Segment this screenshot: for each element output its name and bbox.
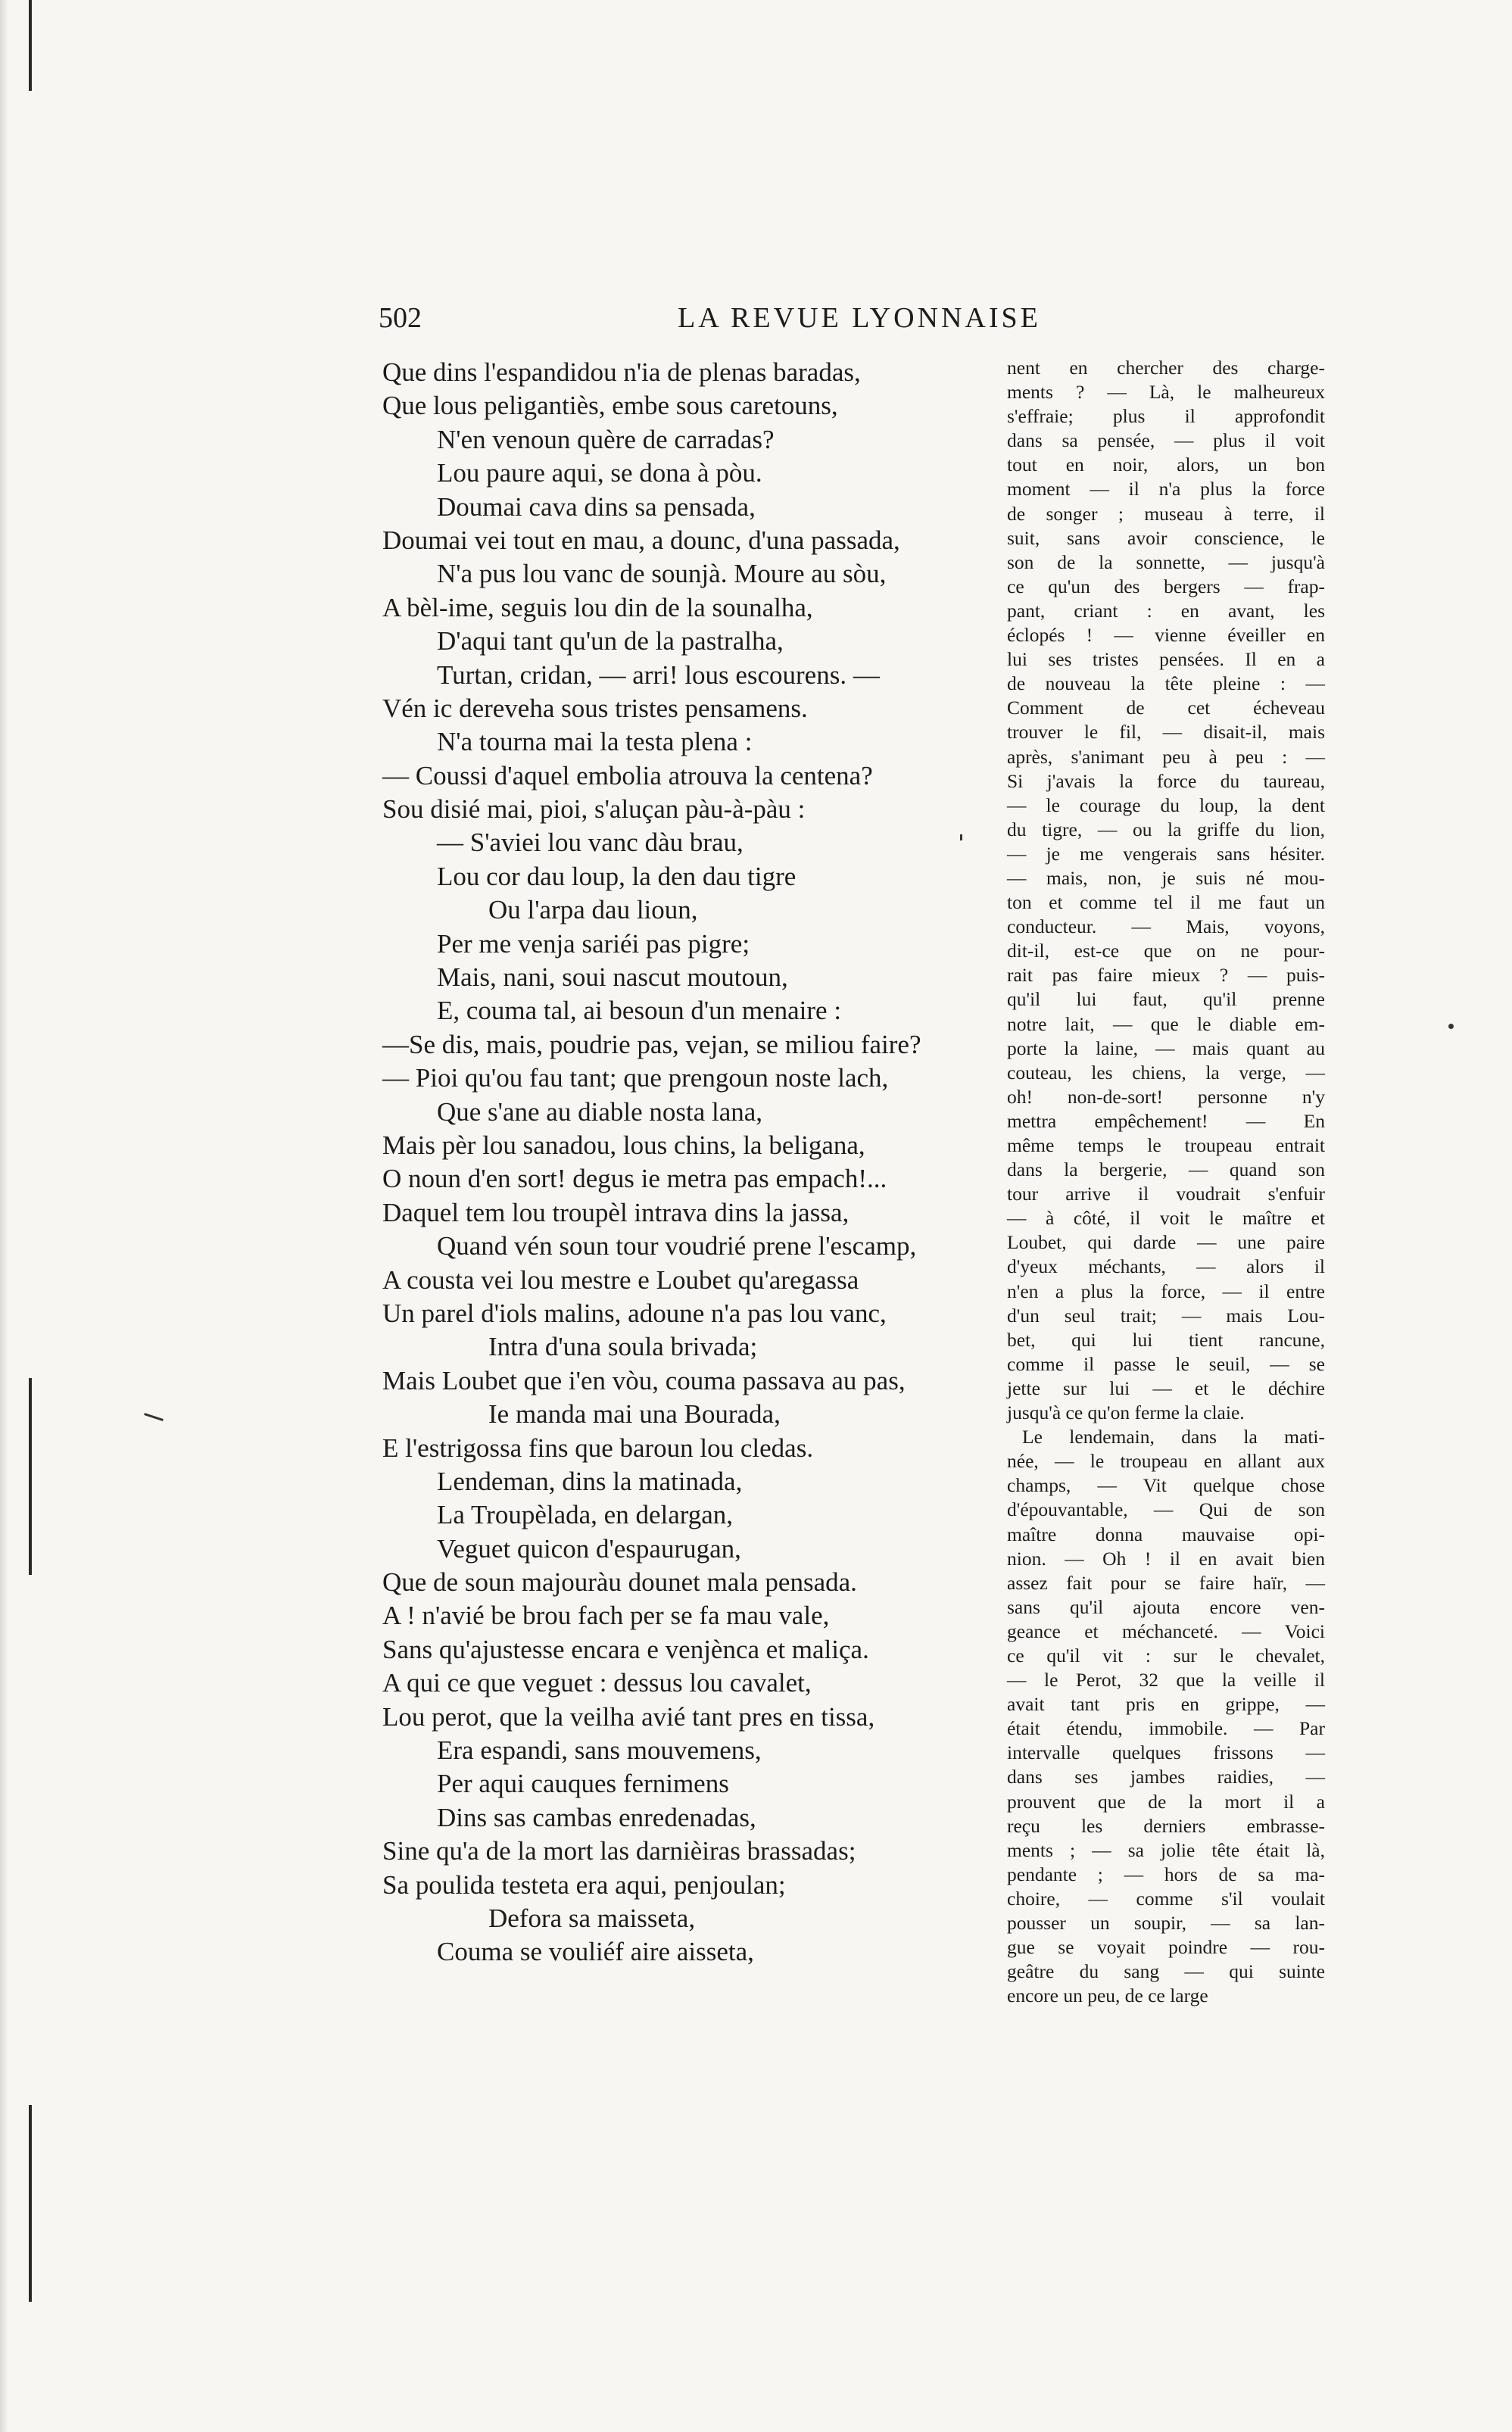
poem-line: D'aqui tant qu'un de la pastralha, [437, 626, 784, 656]
poem-line: E, couma tal, ai besoun d'un menaire : [437, 996, 842, 1026]
prose-line: ce qu'il vit : sur le chevalet, [1007, 1644, 1325, 1667]
prose-line: porte la laine, — mais quant au [1007, 1037, 1325, 1059]
french-translation-column [1007, 356, 1325, 2008]
prose-line: d'un seul trait; — mais Lou- [1007, 1304, 1325, 1327]
prose-line: nent en chercher des charge- [1007, 357, 1325, 379]
poem-line: Mais pèr lou sanadou, lous chins, la beligana, [382, 1130, 865, 1160]
poem-line: Turtan, cridan, — arri! lous escourens. — [437, 659, 880, 690]
page-edge-shadow [0, 0, 8, 2432]
prose-line: lui ses tristes pensées. Il en a [1007, 648, 1325, 671]
poem-line: Defora sa maisseta, [488, 1903, 696, 1933]
prose-line: Le lendemain, dans la mati- [1022, 1426, 1325, 1448]
prose-line: moment — il n'a plus la force [1007, 478, 1325, 500]
prose-line: était étendu, immobile. — Par [1007, 1717, 1325, 1740]
prose-line: gue se voyait poindre — rou- [1007, 1936, 1325, 1959]
poem-line: Que lous peligantiès, embe sous caretouns, [382, 391, 838, 421]
prose-line: ton et comme tel il me faut un [1007, 891, 1325, 914]
prose-line: — le Perot, 32 que la veille il [1007, 1669, 1325, 1691]
prose-line: encore un peu, de ce large [1007, 1985, 1208, 2007]
prose-line: Si j'avais la force du taureau, [1007, 769, 1325, 792]
poem-line: Sans qu'ajustesse encara e venjènca et maliça. [382, 1634, 869, 1664]
poem-line: — S'aviei lou vanc dàu brau, [437, 828, 744, 858]
poem-line: N'en venoun quère de carradas? [437, 424, 775, 454]
prose-line: comme il passe le seuil, — se [1007, 1352, 1325, 1375]
prose-line: avait tant pris en grippe, — [1007, 1693, 1325, 1716]
prose-line: — à côté, il voit le maître et [1007, 1207, 1325, 1230]
stray-mark [144, 1413, 164, 1421]
poem-line: O noun d'en sort! degus ie metra pas empach!... [382, 1164, 887, 1194]
prose-line: rait pas faire mieux ? — puis- [1007, 964, 1325, 987]
prose-line: d'yeux méchants, — alors il [1007, 1255, 1325, 1278]
prose-line: jusqu'à ce qu'on ferme la claie. [1007, 1402, 1245, 1424]
poem-line: Que de soun majouràu dounet mala pensada. [382, 1567, 857, 1598]
prose-line: même temps le troupeau entrait [1007, 1134, 1325, 1156]
prose-line: de nouveau la tête pleine : — [1007, 672, 1325, 695]
prose-line: dans la bergerie, — quand son [1007, 1158, 1325, 1181]
stray-mark [1448, 1024, 1454, 1029]
prose-line: sans qu'il ajouta encore ven- [1007, 1595, 1325, 1618]
prose-line: pendante ; — hors de sa ma- [1007, 1863, 1325, 1885]
poem-line: Vén ic dereveha sous tristes pensamens. [382, 693, 808, 723]
running-title: LA REVUE LYONNAISE [678, 302, 1041, 334]
prose-line: conducteur. — Mais, voyons, [1007, 915, 1325, 938]
poem-line: — Pioi qu'ou fau tant; que prengoun noste lach, [382, 1063, 889, 1093]
prose-line: notre lait, — que le diable em- [1007, 1012, 1325, 1035]
prose-line: tour arrive il voudrait s'enfuir [1007, 1183, 1325, 1205]
prose-line: s'effraie; plus il approfondit [1007, 405, 1325, 428]
prose-line: ments ? — Là, le malheureux [1007, 381, 1325, 404]
prose-line: dit-il, est-ce que on ne pour- [1007, 940, 1325, 962]
prose-line: dans sa pensée, — plus il voit [1007, 429, 1325, 452]
occitan-poem-column [382, 356, 1003, 1969]
poem-line: — Coussi d'aquel embolia atrouva la centena? [382, 760, 873, 790]
poem-line: Era espandi, sans mouvemens, [437, 1735, 762, 1766]
prose-line: champs, — Vit quelque chose [1007, 1474, 1325, 1497]
poem-line: Ie manda mai una Bourada, [488, 1399, 781, 1430]
poem-line: Sou disié mai, pioi, s'aluçan pàu-à-pàu : [382, 794, 806, 825]
poem-line: Daquel tem lou troupèl intrava dins la jassa, [382, 1197, 850, 1227]
prose-line: pousser un soupir, — sa lan- [1007, 1912, 1325, 1934]
prose-line: suit, sans avoir conscience, le [1007, 526, 1325, 549]
prose-line: couteau, les chiens, la verge, — [1007, 1061, 1325, 1083]
poem-line: A bèl-ime, seguis lou din de la sounalha, [382, 592, 813, 622]
prose-line: intervalle quelques frissons — [1007, 1741, 1325, 1764]
poem-line: N'a tourna mai la testa plena : [437, 727, 753, 757]
prose-line: assez fait pour se faire haïr, — [1007, 1571, 1325, 1594]
prose-line: — je me vengerais sans hésiter. [1007, 842, 1325, 865]
poem-line: Lou paure aqui, se dona à pòu. [437, 458, 762, 488]
prose-line: geâtre du sang — qui suinte [1007, 1960, 1325, 1983]
prose-line: ce qu'un des bergers — frap- [1007, 575, 1325, 597]
poem-line: Lou cor dau loup, la den dau tigre [437, 861, 797, 891]
page-number: 502 [379, 302, 422, 334]
prose-line: nion. — Oh ! il en avait bien [1007, 1547, 1325, 1570]
poem-line: Lendeman, dins la matinada, [437, 1466, 743, 1496]
prose-line: — le courage du loup, la dent [1007, 794, 1325, 816]
poem-line: Doumai vei tout en mau, a dounc, d'una passada, [382, 525, 900, 555]
prose-line: son de la sonnette, — jusqu'à [1007, 550, 1325, 573]
poem-line: A ! n'avié be brou fach per se fa mau vale, [382, 1601, 830, 1631]
prose-line: après, s'animant peu à peu : — [1007, 745, 1325, 768]
margin-rule [29, 1378, 32, 1575]
poem-line: Un parel d'iols malins, adoune n'a pas lou vanc, [382, 1298, 887, 1328]
prose-line: trouver le fil, — disait-il, mais [1007, 721, 1325, 744]
poem-line: Veguet quicon d'espaurugan, [437, 1533, 741, 1564]
margin-rule [29, 0, 32, 91]
prose-line: jette sur lui — et le déchire [1007, 1377, 1325, 1399]
poem-line: Couma se vouliéf aire aisseta, [437, 1937, 754, 1967]
poem-line: Doumai cava dins sa pensada, [437, 491, 756, 522]
prose-line: dans ses jambes raidies, — [1007, 1766, 1325, 1788]
prose-line: maître donna mauvaise opi- [1007, 1523, 1325, 1545]
prose-line: qu'il lui faut, qu'il prenne [1007, 988, 1325, 1011]
poem-line: La Troupèlada, en delargan, [437, 1500, 734, 1530]
prose-line: mettra empêchement! — En [1007, 1109, 1325, 1132]
poem-line: Ou l'arpa dau lioun, [488, 895, 698, 925]
prose-line: tout en noir, alors, un bon [1007, 454, 1325, 476]
poem-line: N'a pus lou vanc de sounjà. Moure au sòu, [437, 559, 887, 589]
prose-line: Loubet, qui darde — une paire [1007, 1231, 1325, 1254]
poem-line: Que s'ane au diable nosta lana, [437, 1096, 763, 1127]
margin-rule [29, 2105, 32, 2302]
prose-line: Comment de cet écheveau [1007, 697, 1325, 719]
poem-line: Quand vén soun tour voudrié prene l'escamp, [437, 1231, 917, 1261]
prose-line: pant, criant : en avant, les [1007, 599, 1325, 622]
prose-line: du tigre, — ou la griffe du lion, [1007, 818, 1325, 840]
poem-line: Mais Loubet que i'en vòu, couma passava au pas, [382, 1365, 906, 1395]
poem-line: Lou perot, que la veilha avié tant pres en tissa, [382, 1701, 875, 1732]
prose-line: — mais, non, je suis né mou- [1007, 866, 1325, 889]
prose-line: de songer ; museau à terre, il [1007, 502, 1325, 525]
prose-line: ments ; — sa jolie tête était là, [1007, 1838, 1325, 1861]
page-header [379, 301, 1045, 339]
poem-line: —Se dis, mais, poudrie pas, vejan, se miliou faire? [382, 1029, 921, 1059]
prose-line: choire, — comme s'il voulait [1007, 1887, 1325, 1910]
poem-line: Que dins l'espandidou n'ia de plenas baradas, [382, 357, 861, 387]
prose-line: geance et méchanceté. — Voici [1007, 1620, 1325, 1642]
poem-line: Mais, nani, soui nascut moutoun, [437, 962, 788, 993]
poem-line: A cousta vei lou mestre e Loubet qu'aregassa [382, 1264, 859, 1295]
poem-line: Intra d'una soula brivada; [488, 1332, 758, 1362]
poem-line: Per aqui cauques fernimens [437, 1769, 729, 1799]
prose-line: bet, qui lui tient rancune, [1007, 1328, 1325, 1351]
prose-line: née, — le troupeau en allant aux [1007, 1450, 1325, 1473]
poem-line: Dins sas cambas enredenadas, [437, 1802, 756, 1832]
prose-line: prouvent que de la mort il a [1007, 1790, 1325, 1813]
prose-line: d'épouvantable, — Qui de son [1007, 1498, 1325, 1521]
prose-line: n'en a plus la force, — il entre [1007, 1280, 1325, 1302]
poem-line: E l'estrigossa fins que baroun lou cledas. [382, 1433, 814, 1463]
poem-line: Per me venja sariéi pas pigre; [437, 928, 750, 959]
poem-line: A qui ce que veguet : dessus lou cavalet, [382, 1668, 812, 1698]
poem-line: Sine qu'a de la mort las darnièiras brassadas; [382, 1836, 856, 1866]
poem-line: Sa poulida testeta era aqui, penjoulan; [382, 1869, 786, 1900]
prose-line: reçu les derniers embrasse- [1007, 1814, 1325, 1837]
prose-line: éclopés ! — vienne éveiller en [1007, 624, 1325, 647]
prose-line: oh! non-de-sort! personne n'y [1007, 1085, 1325, 1108]
